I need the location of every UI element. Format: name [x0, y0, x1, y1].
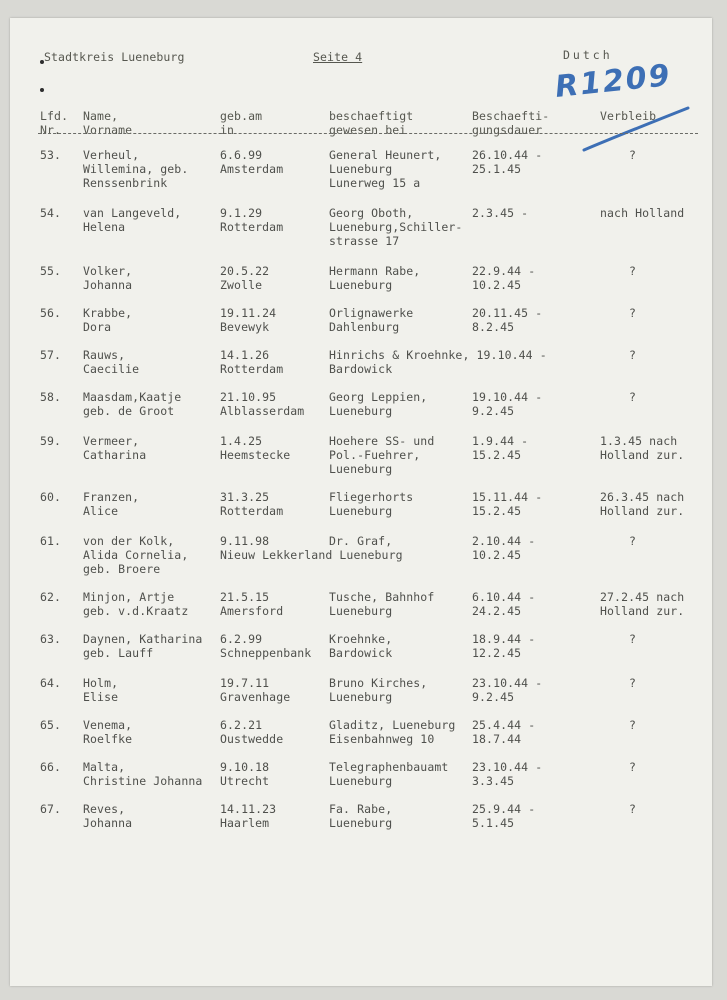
employment-duration-line: 18.7.44: [472, 732, 522, 746]
employer: [329, 390, 427, 418]
employment-duration-line: 10.2.45: [472, 278, 522, 292]
birth-info-line: 19.7.11: [220, 676, 270, 690]
birth-info-line: 6.2.99: [220, 632, 263, 646]
birth-info: [220, 348, 283, 376]
whereabouts-line: ?: [629, 632, 637, 646]
birth-info: [220, 148, 283, 176]
whereabouts-line: 26.3.45 nach: [600, 490, 685, 504]
person-name-line: geb. v.d.Kraatz: [83, 604, 189, 618]
birth-info-line: 14.11.23: [220, 802, 277, 816]
row-number: 66.: [40, 760, 62, 774]
employment-duration: [472, 632, 535, 660]
employment-duration: [472, 676, 542, 704]
employment-duration: [472, 718, 535, 746]
employment-duration-line: 22.9.44 -: [472, 264, 536, 278]
employment-duration-line: 20.11.45 -: [472, 306, 543, 320]
employment-duration-line: 23.10.44 -: [472, 676, 543, 690]
birth-info-line: 20.5.22: [220, 264, 270, 278]
person-name: [83, 760, 202, 788]
whereabouts-line: Holland zur.: [600, 604, 685, 618]
birth-info-line: Amersford: [220, 604, 284, 618]
person-name-line: Christine Johanna: [83, 774, 203, 788]
employment-duration-line: 15.2.45: [472, 504, 522, 518]
birth-info-line: 9.11.98: [220, 534, 270, 548]
person-name-line: Holm,: [83, 676, 119, 690]
person-name: [83, 348, 139, 376]
employment-duration-line: 15.2.45: [472, 448, 522, 462]
person-name-line: Verheul,: [83, 148, 140, 162]
whereabouts-line: ?: [629, 390, 637, 404]
whereabouts-line: ?: [629, 148, 637, 162]
row-number: 54.: [40, 206, 62, 220]
person-name: [83, 390, 181, 418]
employment-duration-line: 15.11.44 -: [472, 490, 543, 504]
employer-line: Lueneburg,Schiller-: [329, 220, 463, 234]
person-name-line: Vermeer,: [83, 434, 140, 448]
whereabouts: [600, 206, 684, 220]
employer-line: General Heunert,: [329, 148, 442, 162]
employment-duration-line: 2.10.44 -: [472, 534, 536, 548]
whereabouts: [629, 676, 636, 690]
person-name-line: Volker,: [83, 264, 133, 278]
nationality-label: Dutch: [563, 48, 613, 62]
person-name-line: Dora: [83, 320, 112, 334]
person-name-line: geb. Broere: [83, 562, 161, 576]
employer-line: Lueneburg: [329, 504, 393, 518]
whereabouts: [600, 590, 684, 618]
employment-duration-line: 8.2.45: [472, 320, 515, 334]
person-name: [83, 490, 139, 518]
employer-line: Lueneburg: [329, 462, 393, 476]
whereabouts-line: ?: [629, 802, 637, 816]
person-name: [83, 264, 132, 292]
employer-line: Kroehnke,: [329, 632, 393, 646]
birth-info-line: Heemstecke: [220, 448, 291, 462]
whereabouts: [600, 490, 684, 518]
row-number: 67.: [40, 802, 62, 816]
employer-line: Georg Oboth,: [329, 206, 414, 220]
person-name: [83, 206, 181, 234]
employer-line: Dahlenburg: [329, 320, 400, 334]
employer: [329, 490, 413, 518]
birth-info-line: Alblasserdam: [220, 404, 305, 418]
row-number: 59.: [40, 434, 62, 448]
whereabouts-line: ?: [629, 534, 637, 548]
employment-duration-line: 25.9.44 -: [472, 802, 536, 816]
birth-info-line: Schneppenbank: [220, 646, 312, 660]
whereabouts-line: Holland zur.: [600, 448, 685, 462]
row-number: 64.: [40, 676, 62, 690]
employment-duration-line: 5.1.45: [472, 816, 515, 830]
column-header-name: Name, Vorname: [83, 109, 133, 137]
person-name-line: Johanna: [83, 816, 133, 830]
person-name: [83, 534, 188, 576]
birth-info: [220, 264, 269, 292]
district-title: Stadtkreis Lueneburg: [44, 50, 185, 64]
birth-info-line: 14.1.26: [220, 348, 270, 362]
birth-info-line: 31.3.25: [220, 490, 270, 504]
employer: [329, 802, 392, 830]
employer-line: Bruno Kirches,: [329, 676, 428, 690]
employment-duration-line: 24.2.45: [472, 604, 522, 618]
whereabouts: [629, 632, 636, 646]
birth-info: [220, 676, 290, 704]
person-name-line: Helena: [83, 220, 126, 234]
employer-line: Lueneburg: [329, 278, 393, 292]
birth-info-line: Bevewyk: [220, 320, 270, 334]
employer: [329, 590, 434, 618]
row-number: 55.: [40, 264, 62, 278]
person-name-line: Caecilie: [83, 362, 140, 376]
employer: [329, 534, 392, 548]
row-number: 53.: [40, 148, 62, 162]
birth-info: [220, 390, 304, 418]
employment-duration: [472, 534, 535, 562]
birth-info-line: 1.4.25: [220, 434, 263, 448]
row-number: 62.: [40, 590, 62, 604]
person-name-line: Venema,: [83, 718, 133, 732]
person-name-line: Willemina, geb.: [83, 162, 189, 176]
birth-info: [220, 434, 290, 462]
employer-line: Lueneburg: [329, 690, 393, 704]
birth-info: [220, 306, 276, 334]
person-name-line: Malta,: [83, 760, 126, 774]
birth-info-line: Utrecht: [220, 774, 270, 788]
person-name-line: Reves,: [83, 802, 126, 816]
employer: [329, 632, 392, 660]
employer-line: Lueneburg: [329, 816, 393, 830]
person-name-line: Elise: [83, 690, 119, 704]
employment-duration: [472, 802, 535, 830]
birth-info-line: 6.2.21: [220, 718, 263, 732]
whereabouts: [629, 802, 636, 816]
employer-line: Eisenbahnweg 10: [329, 732, 435, 746]
birth-info-line: Rotterdam: [220, 220, 284, 234]
birth-info: [220, 490, 283, 518]
employment-duration: [472, 590, 535, 618]
employment-duration-line: 3.3.45: [472, 774, 515, 788]
person-name-line: geb. Lauff: [83, 646, 154, 660]
column-header-nr: Lfd. Nr.: [40, 109, 69, 137]
employment-duration-line: 2.3.45 -: [472, 206, 529, 220]
birth-info: [220, 760, 269, 788]
employment-duration: [472, 264, 535, 292]
birth-info-line: Haarlem: [220, 816, 270, 830]
person-name-line: Krabbe,: [83, 306, 133, 320]
person-name-line: Alice: [83, 504, 119, 518]
employer: [329, 760, 448, 788]
person-name-line: Roelfke: [83, 732, 133, 746]
employer-line: Lueneburg: [329, 604, 393, 618]
row-number: 58.: [40, 390, 62, 404]
birth-info-line: 21.10.95: [220, 390, 277, 404]
person-name-line: van Langeveld,: [83, 206, 182, 220]
employer-line: Dr. Graf,: [329, 534, 393, 548]
row-number: 56.: [40, 306, 62, 320]
person-name-line: Daynen, Katharina: [83, 632, 203, 646]
person-name: [83, 718, 132, 746]
employment-duration: [472, 490, 542, 518]
employment-duration: [472, 390, 542, 418]
birth-info-line: Zwolle: [220, 278, 263, 292]
person-name-line: Franzen,: [83, 490, 140, 504]
person-name-line: Rauws,: [83, 348, 126, 362]
employer: [329, 718, 455, 746]
whereabouts-line: 27.2.45 nach: [600, 590, 685, 604]
employment-duration-line: 9.2.45: [472, 404, 515, 418]
employer-line: Lueneburg: [329, 774, 393, 788]
employer-line: Lunerweg 15 a: [329, 176, 421, 190]
person-name: [83, 632, 202, 660]
birth-info-line: Amsterdam: [220, 162, 284, 176]
employer-line: Lueneburg: [329, 404, 393, 418]
employer-line: Gladitz, Lueneburg: [329, 718, 456, 732]
person-name: [83, 148, 188, 190]
employer: [329, 348, 547, 376]
employment-duration-line: 19.10.44 -: [472, 390, 543, 404]
person-name: [83, 434, 146, 462]
row-number: 57.: [40, 348, 62, 362]
punch-hole: [40, 88, 44, 92]
employer: [329, 306, 413, 334]
birth-info-line: Rotterdam: [220, 362, 284, 376]
employer-line: Fliegerhorts: [329, 490, 414, 504]
person-name: [83, 306, 132, 334]
person-name-line: Maasdam,Kaatje: [83, 390, 182, 404]
employer-line: Bardowick: [329, 362, 393, 376]
employer-line: Pol.-Fuehrer,: [329, 448, 421, 462]
employer-line: Bardowick: [329, 646, 393, 660]
birth-info: [220, 590, 283, 618]
employment-duration-line: 9.2.45: [472, 690, 515, 704]
whereabouts: [629, 390, 636, 404]
whereabouts: [629, 306, 636, 320]
birth-info-line: 19.11.24: [220, 306, 277, 320]
column-header-born: geb.am in: [220, 109, 263, 137]
whereabouts-line: ?: [629, 676, 637, 690]
whereabouts: [629, 148, 636, 162]
employment-duration: [472, 434, 528, 462]
column-header-duration: Beschaefti- gungsdauer: [472, 109, 550, 137]
whereabouts-line: Holland zur.: [600, 504, 685, 518]
employer-line: strasse 17: [329, 234, 400, 248]
whereabouts-line: ?: [629, 718, 637, 732]
header-divider: [38, 133, 698, 134]
employer-line: Orlignawerke: [329, 306, 414, 320]
employer-line: Telegraphenbauamt: [329, 760, 449, 774]
employment-duration: [472, 760, 542, 788]
birth-info-line: Oustwedde: [220, 732, 284, 746]
person-name-line: Catharina: [83, 448, 147, 462]
whereabouts-line: ?: [629, 760, 637, 774]
employer-line: Georg Leppien,: [329, 390, 428, 404]
employment-duration-line: 26.10.44 -: [472, 148, 543, 162]
whereabouts: [600, 434, 684, 462]
row-number: 65.: [40, 718, 62, 732]
column-header-whereabouts: Verbleib: [600, 109, 657, 123]
employment-duration-line: 18.9.44 -: [472, 632, 536, 646]
birth-info: [220, 632, 311, 660]
employer: [329, 206, 462, 248]
birth-info-line: 21.5.15: [220, 590, 270, 604]
whereabouts-line: ?: [629, 306, 637, 320]
person-name: [83, 590, 188, 618]
employment-duration-line: 23.10.44 -: [472, 760, 543, 774]
whereabouts: [629, 348, 636, 362]
employer-line: Hinrichs & Kroehnke, 19.10.44 -: [329, 348, 547, 362]
whereabouts: [629, 264, 636, 278]
birth-info-line: 6.6.99: [220, 148, 263, 162]
whereabouts-line: nach Holland: [600, 206, 685, 220]
employer-line: Fa. Rabe,: [329, 802, 393, 816]
employer: [329, 264, 420, 292]
whereabouts: [629, 718, 636, 732]
employer-line: Hoehere SS- und: [329, 434, 435, 448]
birth-info-line: Rotterdam: [220, 504, 284, 518]
employment-duration: [472, 306, 542, 334]
person-name-line: Johanna: [83, 278, 133, 292]
person-name-line: Minjon, Artje: [83, 590, 175, 604]
birth-info-line: 9.10.18: [220, 760, 270, 774]
birth-info-line: Nieuw Lekkerland Lueneburg: [220, 548, 403, 562]
row-number: 60.: [40, 490, 62, 504]
whereabouts-line: ?: [629, 348, 637, 362]
employment-duration-line: 12.2.45: [472, 646, 522, 660]
person-name-line: Alida Cornelia,: [83, 548, 189, 562]
employer: [329, 676, 427, 704]
employment-duration: [472, 148, 542, 176]
birth-info-line: Gravenhage: [220, 690, 291, 704]
birth-info-line: 9.1.29: [220, 206, 263, 220]
employment-duration: [472, 206, 528, 220]
whereabouts-line: ?: [629, 264, 637, 278]
employment-duration-line: 10.2.45: [472, 548, 522, 562]
handwritten-file-number: R1209: [553, 58, 674, 105]
employer-line: Lueneburg: [329, 162, 393, 176]
person-name-line: von der Kolk,: [83, 534, 175, 548]
employment-duration-line: 1.9.44 -: [472, 434, 529, 448]
birth-info: [220, 802, 276, 830]
person-name: [83, 802, 132, 830]
whereabouts-line: 1.3.45 nach: [600, 434, 678, 448]
column-header-employer: beschaeftigt gewesen bei: [329, 109, 414, 137]
whereabouts: [629, 534, 636, 548]
birth-info: [220, 718, 283, 746]
employment-duration-line: 25.4.44 -: [472, 718, 536, 732]
birth-info: [220, 206, 283, 234]
employment-duration-line: 25.1.45: [472, 162, 522, 176]
employment-duration-line: 6.10.44 -: [472, 590, 536, 604]
page-number: Seite 4: [313, 50, 363, 64]
employer: [329, 434, 434, 476]
employer-line: Hermann Rabe,: [329, 264, 421, 278]
employer: [329, 148, 441, 190]
person-name: [83, 676, 118, 704]
whereabouts: [629, 760, 636, 774]
row-number: 61.: [40, 534, 62, 548]
person-name-line: Renssenbrink: [83, 176, 168, 190]
person-name-line: geb. de Groot: [83, 404, 175, 418]
row-number: 63.: [40, 632, 62, 646]
employer-line: Tusche, Bahnhof: [329, 590, 435, 604]
